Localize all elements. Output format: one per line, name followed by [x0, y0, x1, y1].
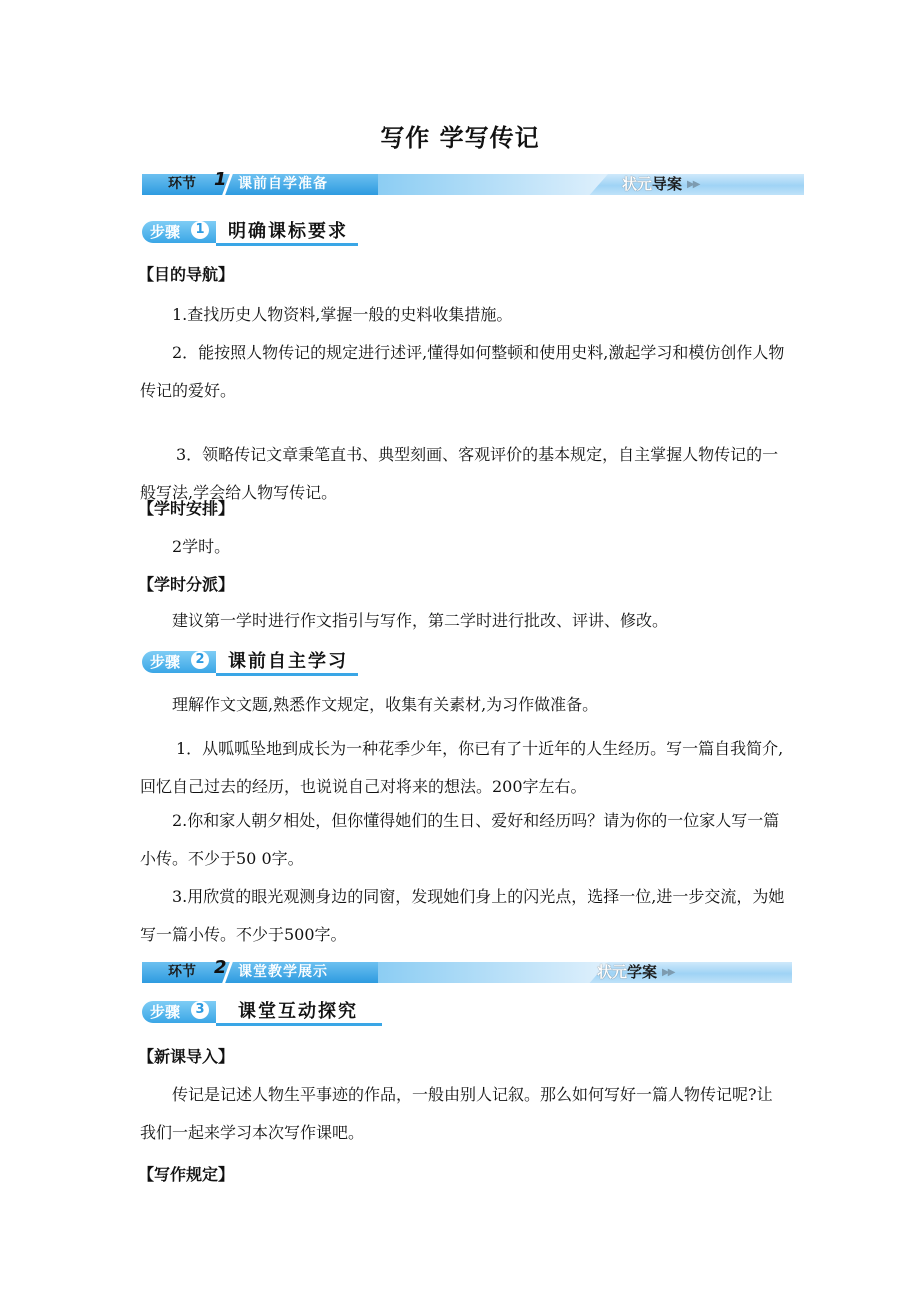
banner-subtitle: 课堂教学展示 — [238, 964, 328, 980]
banner-light-segment — [378, 174, 608, 195]
step-label: 步骤 — [150, 653, 181, 671]
banner-right-strong: 导案 — [652, 175, 683, 193]
step-number-circle: 3 — [191, 1001, 209, 1019]
heading-allocation: 【学时分派】 — [138, 575, 235, 594]
paragraph-goal-2: 2．能按照人物传记的规定进行述评,懂得如何整顿和使用史料,激起学习和模仿创作人物传记的爱好。 — [140, 343, 785, 400]
paragraph-preparation: 理解作文文题,熟悉作文规定，收集有关素材,为习作做准备。 — [172, 695, 599, 714]
step-title: 课前自主学习 — [228, 651, 348, 672]
banner-label: 环节 — [168, 964, 196, 980]
banner-light-segment — [378, 962, 608, 983]
step-label: 步骤 — [150, 1003, 181, 1021]
heading-goal: 【目的导航】 — [138, 265, 235, 284]
step-underline — [216, 243, 358, 246]
banner-right-label — [597, 962, 657, 983]
banner-number: 2 — [214, 957, 227, 978]
banner-subtitle: 课前自学准备 — [238, 176, 328, 192]
banner-right-strong: 学案 — [627, 963, 658, 981]
heading-rules: 【写作规定】 — [138, 1165, 235, 1184]
banner-right-prefix: 状元 — [597, 963, 628, 981]
section-banner-1 — [142, 169, 804, 195]
step-header-2 — [142, 648, 358, 676]
step-number-circle: 2 — [191, 651, 209, 669]
banner-right-label — [622, 174, 682, 195]
paragraph-goal-1: 1.查找历史人物资料,掌握一般的史料收集措施。 — [172, 305, 513, 324]
step-number-circle: 1 — [191, 221, 209, 239]
step-underline — [216, 1023, 382, 1026]
step-label: 步骤 — [150, 223, 181, 241]
double-arrow-icon: ▶▶ — [662, 967, 674, 978]
paragraph-task-2: 2.你和家人朝夕相处，但你懂得她们的生日、爱好和经历吗？请为你的一位家人写一篇小传。不少于50 0字。 — [140, 811, 780, 868]
paragraph-task-3: 3.用欣赏的眼光观测身边的同窗，发现她们身上的闪光点，选择一位,进一步交流，为她写一篇小传。不少于500字。 — [140, 887, 785, 944]
banner-right-prefix: 状元 — [622, 175, 653, 193]
banner-number: 1 — [214, 169, 227, 190]
page-title: 写作 学写传记 — [380, 124, 540, 152]
paragraph-intro: 传记是记述人物生平事迹的作品，一般由别人记叙。那么如何写好一篇人物传记呢?让我们一起来学习本次写作课吧。 — [140, 1085, 773, 1142]
step-underline — [216, 673, 358, 676]
step-header-1 — [142, 218, 358, 246]
paragraph-allocation: 建议第一学时进行作文指引与写作，第二学时进行批改、评讲、修改。 — [172, 611, 669, 630]
double-arrow-icon: ▶▶ — [687, 179, 699, 190]
step-header-3 — [142, 998, 382, 1026]
section-banner-2 — [142, 957, 792, 983]
paragraph-task-1: 1．从呱呱坠地到成长为一种花季少年，你已有了十近年的人生经历。写一篇自我简介,回忆自己过去的经历，也说说自己对将来的想法。200字左右。 — [140, 739, 784, 796]
heading-schedule: 【学时安排】 — [138, 499, 235, 518]
paragraph-schedule: 2学时。 — [172, 537, 231, 556]
paragraph-goal-3: 3．领略传记文章秉笔直书、典型刻画、客观评价的基本规定，自主掌握人物传记的一般写法,学会给人物写传记。 — [140, 445, 779, 502]
step-title: 课堂互动探究 — [238, 1001, 358, 1022]
heading-intro: 【新课导入】 — [138, 1047, 235, 1066]
banner-label: 环节 — [168, 176, 196, 192]
step-title: 明确课标要求 — [228, 221, 348, 242]
